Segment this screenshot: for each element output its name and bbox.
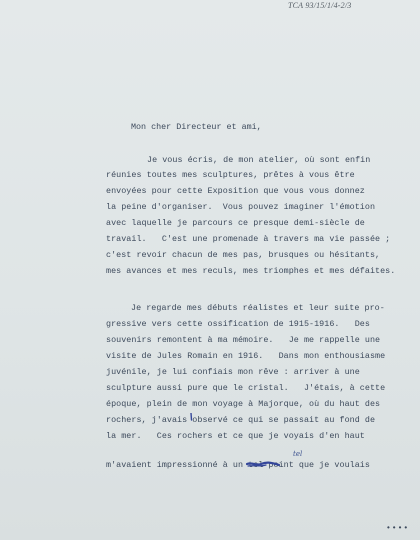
text-line: gressive vers cette ossification de 1915-1916. Des <box>106 319 370 329</box>
text-line: m'avaient impressionné à un tel point que je voulais <box>106 460 370 470</box>
text-line: avec laquelle je parcours ce presque demi-siècle de <box>106 218 365 228</box>
text-line: la peine d'organiser. Vous pouvez imaginer l'émotion <box>106 202 376 212</box>
text-line: c'est revoir chacun de mes pas, brusques ou hésitants, <box>106 250 381 260</box>
text-line: Je vous écris, de mon atelier, où sont enfin <box>147 155 371 165</box>
continuation-marks: •••• <box>386 524 410 533</box>
ink-tick-mark <box>188 413 194 421</box>
text-line: rochers, j'avais observé ce qui se passait au fond de <box>106 415 376 425</box>
text-line: réunies toutes mes sculptures, prêtes à vous être <box>106 170 355 180</box>
text-line: époque, plein de mon voyage à Majorque, où du haut des <box>106 399 381 409</box>
strikethrough-ink-mark <box>246 460 280 469</box>
text-line: souvenirs remontent à ma mémoire. Je me rappelle une <box>106 335 381 345</box>
greeting: Mon cher Directeur et ami, <box>131 122 262 132</box>
handwritten-correction: tel <box>293 450 303 458</box>
text-line: Je regarde mes débuts réalistes et leur suite pro- <box>131 303 385 313</box>
archive-reference: TCA 93/15/1/4-2/3 <box>288 1 352 10</box>
text-line: sculpture aussi pure que le cristal. J'étais, à cette <box>106 383 386 393</box>
text-line: visite de Jules Romain en 1916. Dans mon enthousiasme <box>106 351 386 361</box>
text-line: la mer. Ces rochers et ce que je voyais d'en haut <box>106 431 365 441</box>
text-line: envoyées pour cette Exposition que vous vous donnez <box>106 186 365 196</box>
text-line: mes avances et mes reculs, mes triomphes et mes défaites. <box>106 266 396 276</box>
text-line: travail. C'est une promenade à travers ma vie passée ; <box>106 234 391 244</box>
text-line: juvénile, je lui confiais mon rêve : arriver à une <box>106 367 360 377</box>
